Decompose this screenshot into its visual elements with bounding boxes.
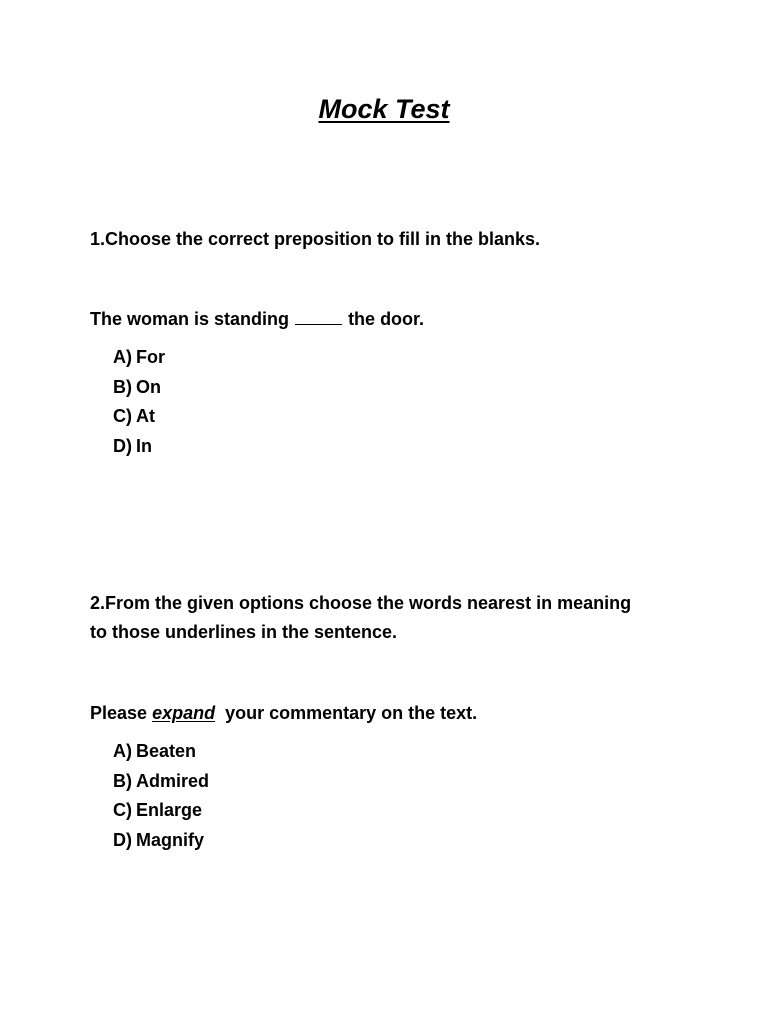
- page-title: Mock Test: [318, 94, 450, 124]
- option-b: [113, 767, 209, 797]
- option-text: Magnify: [136, 829, 205, 850]
- option-text: Admired: [136, 770, 210, 791]
- option-letter: D): [113, 829, 132, 850]
- question-1-prompt: 1.Choose the correct preposition to fill in the blanks.: [90, 229, 541, 249]
- option-letter: D): [113, 435, 132, 456]
- option-text: For: [136, 347, 165, 367]
- option-text: On: [136, 376, 161, 397]
- sentence-end: your commentary on the text.: [225, 703, 478, 723]
- option-a: [113, 343, 165, 373]
- underlined-word: expand: [152, 703, 216, 723]
- sentence-end: the door.: [348, 309, 425, 329]
- prompt-line-1: 2.From the given options choose the words nearest in meaning: [90, 593, 632, 613]
- option-text: Enlarge: [136, 800, 203, 820]
- option-c: [113, 796, 209, 826]
- option-text: Beaten: [136, 741, 197, 761]
- option-d: [113, 432, 165, 462]
- option-letter: B): [113, 376, 132, 397]
- question-1-options: [113, 343, 165, 461]
- prompt-line-2: to those underlines in the sentence.: [90, 622, 398, 642]
- option-a: [113, 737, 209, 767]
- option-letter: A): [113, 741, 132, 761]
- option-b: [113, 373, 165, 403]
- question-2-sentence: [90, 699, 477, 728]
- option-letter: B): [113, 770, 132, 791]
- option-text: In: [136, 435, 152, 456]
- sentence-start: Please: [90, 703, 148, 723]
- option-d: [113, 826, 209, 856]
- question-2-options: [113, 737, 209, 855]
- option-letter: C): [113, 800, 132, 820]
- question-2-prompt: [90, 589, 631, 647]
- option-text: At: [136, 406, 155, 426]
- sentence-start: The woman is standing: [90, 309, 290, 329]
- option-c: [113, 402, 165, 432]
- question-1-sentence: [90, 305, 424, 334]
- option-letter: C): [113, 406, 132, 426]
- fill-in-blank: [295, 310, 342, 325]
- option-letter: A): [113, 347, 132, 367]
